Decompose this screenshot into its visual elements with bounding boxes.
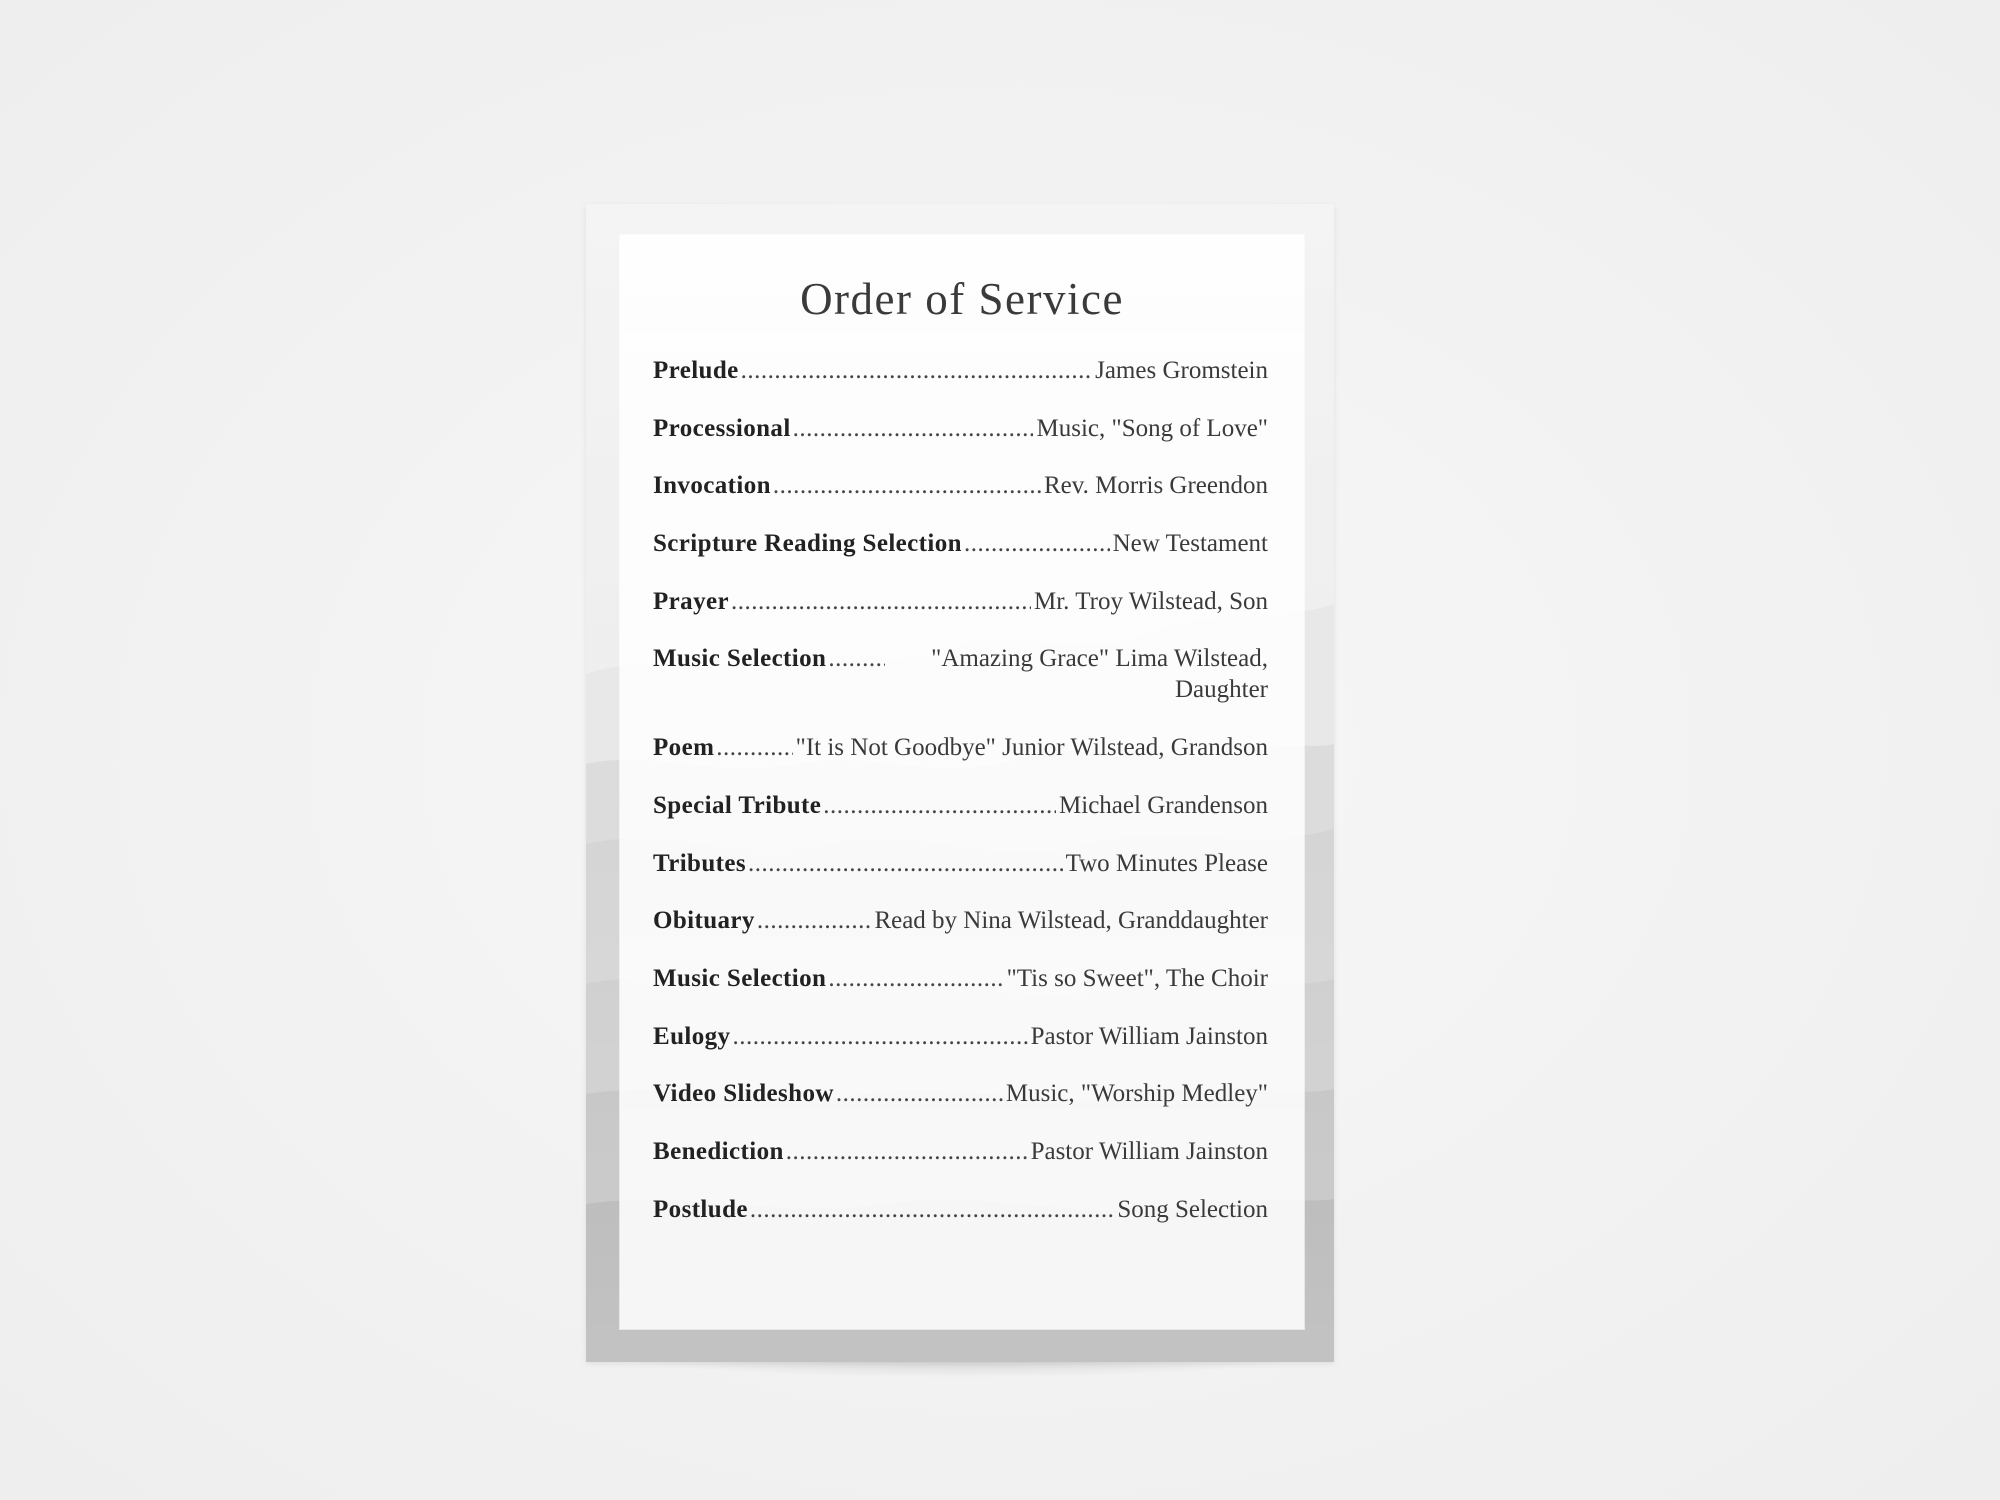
dot-leader <box>757 905 872 936</box>
item-value: Two Minutes Please <box>1065 849 1268 877</box>
list-item <box>653 1021 1268 1052</box>
item-label: Poem <box>653 734 715 762</box>
item-label: Processional <box>653 414 791 442</box>
dot-leader <box>773 470 1041 501</box>
item-value: Read by Nina Wilstead, Granddaughter <box>874 907 1268 935</box>
list-item <box>653 1136 1268 1167</box>
document-title: Order of Service <box>800 274 1124 324</box>
item-value: Pastor William Jainston <box>1030 1022 1268 1050</box>
dot-leader <box>750 1194 1114 1225</box>
item-value: "Tis so Sweet", The Choir <box>1006 964 1268 992</box>
list-item <box>653 355 1268 386</box>
list-item <box>653 848 1268 879</box>
item-value: Michael Grandenson <box>1059 791 1268 819</box>
list-item <box>653 963 1268 994</box>
list-item <box>653 790 1268 821</box>
dot-leader <box>828 643 885 674</box>
item-value: "It is Not Goodbye" Junior Wilstead, Grandson <box>795 734 1268 762</box>
list-item <box>653 905 1268 936</box>
program-card <box>586 204 1334 1362</box>
item-label: Special Tribute <box>653 791 822 819</box>
dot-leader <box>828 963 1003 994</box>
content-panel <box>620 235 1304 1329</box>
dot-leader <box>836 1078 1003 1109</box>
item-value: Music, "Song of Love" <box>1036 414 1268 442</box>
item-label: Video Slideshow <box>653 1080 834 1108</box>
item-label: Tributes <box>653 849 747 877</box>
item-value: "Amazing Grace" Lima Wilstead, Daughter <box>931 645 1268 704</box>
item-value: James Gromstein <box>1095 357 1268 384</box>
list-item <box>653 413 1268 444</box>
item-value: Rev. Morris Greendon <box>1043 472 1268 500</box>
item-label: Benediction <box>653 1137 784 1165</box>
item-value: Music, "Worship Medley" <box>1005 1080 1268 1108</box>
item-value: Mr. Troy Wilstead, Son <box>1034 587 1268 615</box>
item-label: Scripture Reading Selection <box>653 530 962 558</box>
dot-leader <box>793 413 1034 444</box>
dot-leader <box>741 355 1092 386</box>
item-label: Prayer <box>653 587 729 615</box>
item-label: Eulogy <box>653 1022 731 1050</box>
dot-leader <box>748 848 1063 879</box>
item-label: Obituary <box>653 907 755 935</box>
item-label: Postlude <box>653 1195 748 1223</box>
list-item <box>653 528 1268 559</box>
list-item <box>653 470 1268 501</box>
list-item <box>653 1078 1268 1109</box>
dot-leader <box>731 586 1031 617</box>
dot-leader <box>732 1021 1027 1052</box>
item-value: New Testament <box>1112 530 1268 558</box>
dot-leader <box>964 528 1110 559</box>
dot-leader <box>823 790 1056 821</box>
item-label: Music Selection <box>653 964 827 992</box>
dot-leader <box>716 732 792 763</box>
item-value: Pastor William Jainston <box>1030 1137 1268 1165</box>
order-of-service-list <box>653 355 1268 1251</box>
item-value: Song Selection <box>1117 1195 1268 1223</box>
item-label: Prelude <box>653 357 739 384</box>
dot-leader <box>786 1136 1028 1167</box>
list-item <box>653 732 1268 763</box>
item-label: Music Selection <box>653 645 827 673</box>
list-item <box>653 643 1268 705</box>
list-item <box>653 1194 1268 1225</box>
list-item <box>653 586 1268 617</box>
item-label: Invocation <box>653 472 771 500</box>
